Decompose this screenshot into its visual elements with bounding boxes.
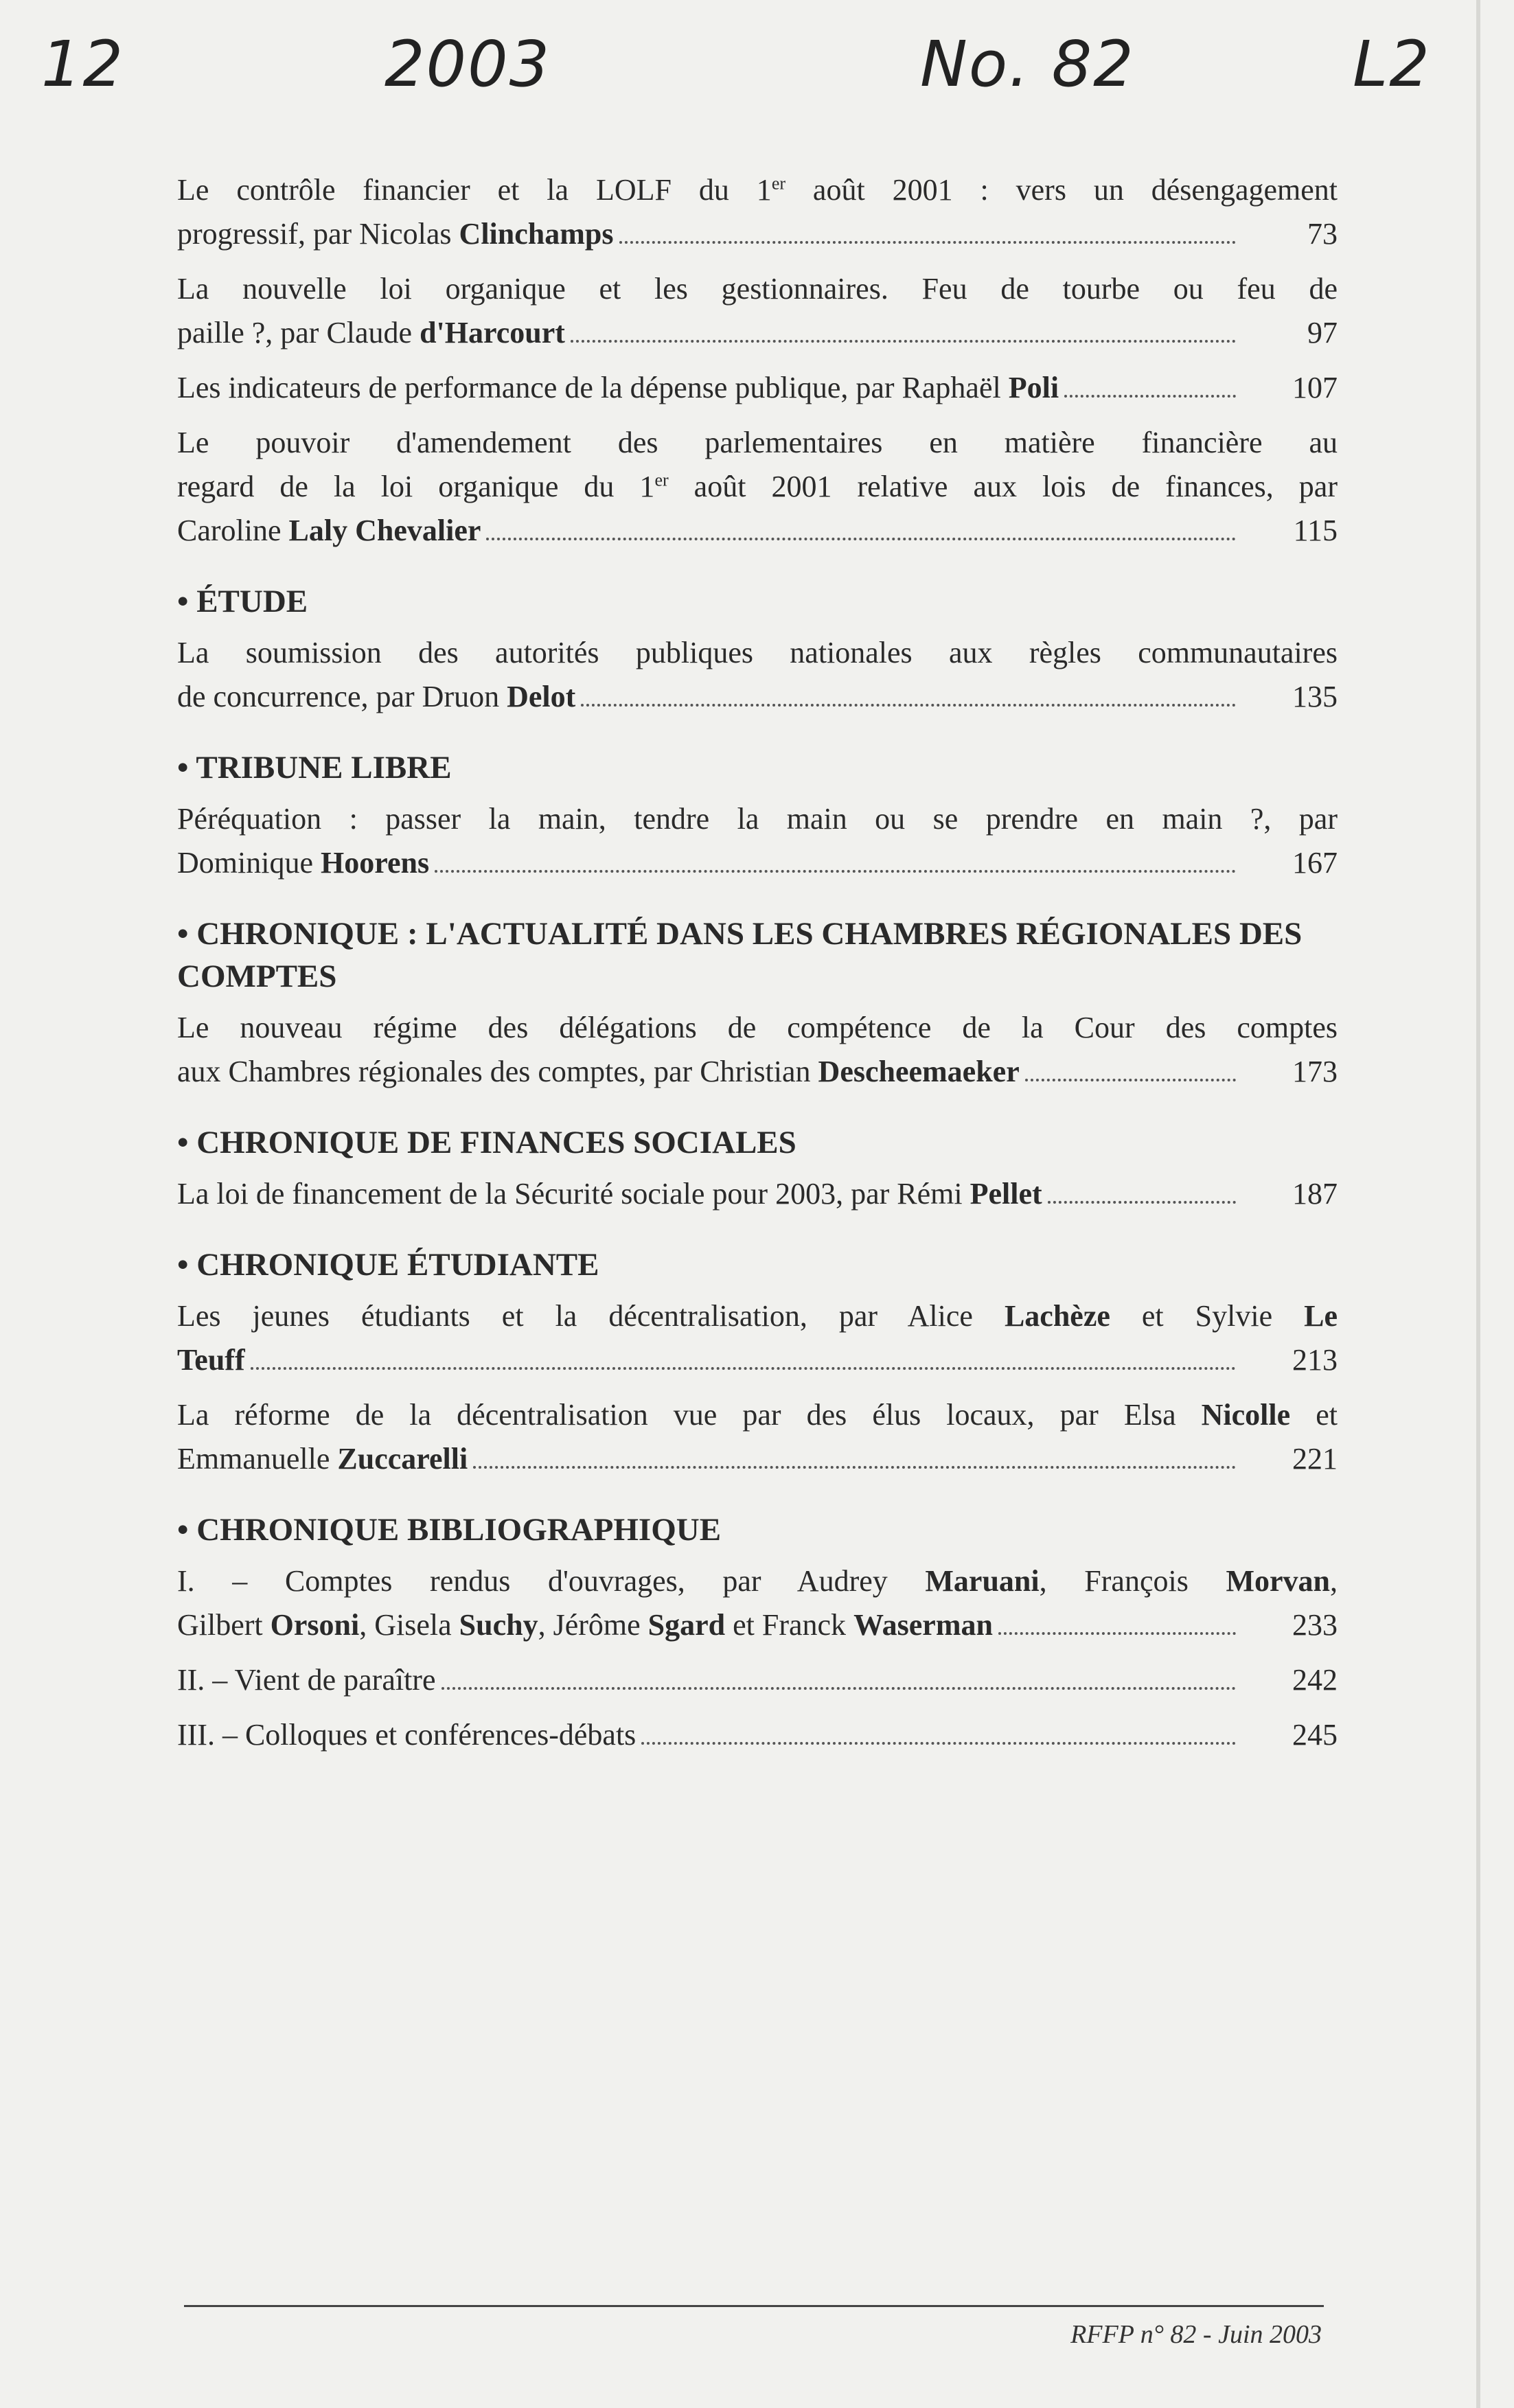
toc-entry-last-line (177, 1603, 1338, 1647)
toc-entry-text: Emmanuelle Zuccarelli (177, 1442, 468, 1476)
dot-leader (641, 1742, 1236, 1745)
toc-entry-last-line (177, 1172, 1338, 1216)
toc-entry-text: Dominique Hoorens (177, 846, 430, 880)
footer-rule (184, 2305, 1324, 2307)
page-edge-shadow (1476, 0, 1480, 2408)
toc-page-number: 187 (1292, 1177, 1338, 1211)
toc-entry-text: Gilbert Orsoni, Gisela Suchy, Jérôme Sgard et Franck Waserman (177, 1608, 993, 1642)
toc-entry (177, 1294, 1338, 1382)
toc-entry (177, 366, 1338, 410)
section-heading: • ÉTUDE (177, 584, 308, 619)
handwritten-page-number: 12 (41, 27, 125, 101)
dot-leader (1048, 1201, 1236, 1204)
toc-page-number: 173 (1292, 1055, 1338, 1088)
toc-entry (177, 421, 1338, 553)
toc-entry-line: Le nouveau régime des délégations de compétence de la Cour des comptes (177, 1011, 1338, 1044)
dot-leader (619, 241, 1237, 244)
section-heading: • CHRONIQUE : L'ACTUALITÉ DANS LES CHAMBRES RÉGIONALES DES COMPTES (177, 916, 1303, 994)
toc-entry-text: II. – Vient de paraître (177, 1663, 436, 1697)
toc-entry-line: Péréquation : passer la main, tendre la main ou se prendre en main ?, par (177, 802, 1338, 836)
toc-entry (177, 1559, 1338, 1647)
toc-entry-last-line (177, 311, 1338, 355)
toc-entry (177, 1006, 1338, 1094)
toc-entry-last-line (177, 1437, 1338, 1481)
toc-entry-line: I. – Comptes rendus d'ouvrages, par Audrey Maruani, François Morvan, (177, 1564, 1338, 1598)
dot-leader (571, 340, 1236, 343)
toc-page-number: 213 (1292, 1343, 1338, 1377)
toc-entry (177, 1393, 1338, 1481)
dot-leader (998, 1632, 1236, 1635)
toc-entry-last-line (177, 675, 1338, 719)
section-heading: • CHRONIQUE ÉTUDIANTE (177, 1247, 599, 1283)
toc-entry-text: La loi de financement de la Sécurité sociale pour 2003, par Rémi Pellet (177, 1177, 1042, 1211)
toc-entry-last-line (177, 1050, 1338, 1094)
toc-page-number: 233 (1292, 1608, 1338, 1642)
toc-entry-text: Les indicateurs de performance de la dépense publique, par Raphaël Poli (177, 371, 1059, 404)
toc-entry-last-line (177, 212, 1338, 256)
toc-entry (177, 1658, 1338, 1702)
toc-entry-last-line (177, 841, 1338, 885)
toc-entry-last-line (177, 1658, 1338, 1702)
toc-entry-line: La nouvelle loi organique et les gestionnaires. Feu de tourbe ou feu de (177, 272, 1338, 306)
toc-page-number: 242 (1292, 1663, 1338, 1697)
toc-entry-text: aux Chambres régionales des comptes, par Christian Descheemaeker (177, 1055, 1020, 1088)
toc-entry-last-line (177, 1713, 1338, 1757)
toc-entry-line: Les jeunes étudiants et la décentralisation, par Alice Lachèze et Sylvie Le (177, 1299, 1338, 1333)
dot-leader (251, 1367, 1236, 1370)
toc-page-number: 107 (1292, 371, 1338, 404)
table-of-contents (177, 168, 1338, 1768)
dot-leader (486, 538, 1236, 540)
toc-entry-text: III. – Colloques et conférences-débats (177, 1718, 636, 1752)
section-heading: • TRIBUNE LIBRE (177, 750, 452, 786)
toc-page-number: 245 (1292, 1718, 1338, 1752)
toc-page-number: 97 (1307, 316, 1338, 349)
toc-entry-last-line (177, 1338, 1338, 1382)
toc-entry (177, 1172, 1338, 1216)
handwritten-corner-mark: L2 (1353, 27, 1431, 101)
toc-entry-line: Le contrôle financier et la LOLF du 1er août 2001 : vers un désengagement (177, 173, 1338, 207)
toc-page-number: 115 (1293, 514, 1338, 547)
toc-entry-line: regard de la loi organique du 1er août 2001 relative aux lois de finances, par (177, 470, 1338, 503)
toc-entry-last-line (177, 509, 1338, 553)
handwritten-year: 2003 (385, 27, 551, 101)
toc-page-number: 135 (1292, 680, 1338, 713)
toc-entry (177, 631, 1338, 719)
footer-citation: RFFP n° 82 - Juin 2003 (1070, 2320, 1322, 2349)
dot-leader (435, 870, 1236, 873)
handwritten-issue-number: No. 82 (920, 27, 1135, 101)
toc-entry-text: de concurrence, par Druon Delot (177, 680, 576, 713)
toc-entry-text: Teuff (177, 1343, 245, 1377)
toc-entry-line: La réforme de la décentralisation vue par des élus locaux, par Elsa Nicolle et (177, 1398, 1338, 1432)
toc-page-number: 221 (1292, 1442, 1338, 1476)
toc-entry (177, 168, 1338, 256)
dot-leader (1025, 1079, 1236, 1081)
toc-entry (177, 267, 1338, 355)
toc-entry (177, 797, 1338, 885)
toc-entry-line: La soumission des autorités publiques nationales aux règles communautaires (177, 636, 1338, 669)
toc-entry-text: paille ?, par Claude d'Harcourt (177, 316, 565, 349)
section-heading: • CHRONIQUE DE FINANCES SOCIALES (177, 1125, 796, 1160)
toc-page-number: 73 (1307, 217, 1338, 251)
toc-entry (177, 1713, 1338, 1757)
dot-leader (473, 1466, 1236, 1469)
toc-entry-line: Le pouvoir d'amendement des parlementaires en matière financière au (177, 426, 1338, 459)
section-heading: • CHRONIQUE BIBLIOGRAPHIQUE (177, 1512, 722, 1548)
toc-entry-text: Caroline Laly Chevalier (177, 514, 481, 547)
dot-leader (1064, 395, 1236, 398)
dot-leader (581, 704, 1236, 707)
toc-entry-text: progressif, par Nicolas Clinchamps (177, 217, 614, 251)
toc-entry-last-line (177, 366, 1338, 410)
toc-page-number: 167 (1292, 846, 1338, 880)
dot-leader (441, 1687, 1237, 1690)
